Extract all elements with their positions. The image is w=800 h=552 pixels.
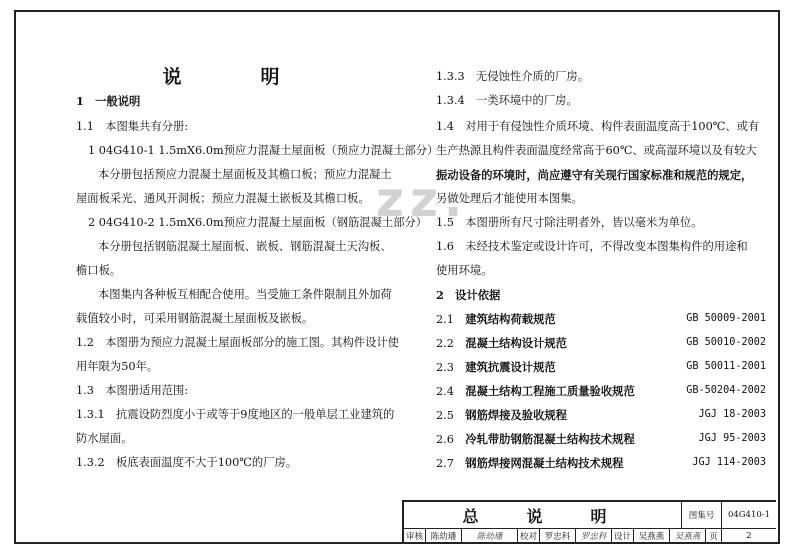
design-label: 设计 [612,529,634,542]
text-line: 使用环境。 [436,264,493,277]
text-line: 本图集内各种板互相配合使用。当受施工条件限制且外加荷 [98,288,392,301]
standard-code: JGJ 114-2003 [692,457,766,468]
text-line: 2 04G410-2 1.5mX6.0m预应力混凝土屋面板（钢筋混凝土部分） [88,216,428,229]
design-name: 吴燕燕 [634,529,670,542]
text-line: 檐口板。 [76,264,122,277]
standard-name: 钢筋焊接网混凝土结构技术规程 [465,456,624,470]
section-heading: 2 设计依据 [436,288,501,302]
text-line: 载值较小时，可采用钢筋混凝土屋面板及嵌板。 [76,312,314,325]
standard-number: 2.7 [436,457,454,470]
standard-row [436,384,766,399]
standard-name: 混凝土结构设计规范 [465,336,567,350]
standard-row [436,408,766,423]
standard-row [436,360,766,375]
standard-code: GB 50009-2001 [686,313,766,324]
text-line: 生产热源且构件表面温度经常高于60℃、或高湿环境以及有较大 [436,144,757,157]
watermark: zz. [376,172,469,228]
text-line: 1.2 本图册为预应力混凝土屋面板部分的施工图。其构件设计使 [76,336,399,349]
standard-name: 建筑抗震设计规范 [465,360,556,374]
standard-row [436,312,766,327]
drawing-frame [14,10,780,544]
review-label: 审核 [404,529,426,542]
standard-code: GB-50204-2002 [686,385,766,396]
standard-number: 2.5 [436,409,454,422]
title-block-top-row [404,502,776,529]
section-heading: 1 一般说明 [76,94,141,108]
atlas-number: 04G410-1 [727,510,771,520]
review-signature: 陈幼璠 [462,529,518,542]
text-line: 1.3.2 板底表面温度不大于100℃的厂房。 [76,456,298,469]
check-label: 校对 [518,529,540,542]
standard-row [436,336,766,351]
text-line: 1.4 对用于有侵蚀性介质环境、构件表面温度高于100℃、或有 [436,120,760,133]
standard-name: 混凝土结构工程施工质量验收规范 [465,384,635,398]
text-line: 防水屋面。 [76,432,133,445]
standard-row [436,456,766,471]
standard-number: 2.2 [436,337,454,350]
text-line: 1 04G410-1 1.5mX6.0m预应力混凝土屋面板（预应力混凝土部分） [88,144,439,157]
standard-number: 2.6 [436,433,454,446]
page-label: 页 [706,529,722,542]
text-line: 本分册包括预应力混凝土屋面板及其檐口板；预应力混凝土 [98,168,392,181]
text-line: 1.3 本图册适用范围: [76,384,189,397]
text-line: 另做处理后才能使用本图集。 [436,192,583,205]
text-line: 1.3.1 抗震设防烈度小于或等于9度地区的一般单层工业建筑的 [76,408,395,421]
text-line: 1.1 本图集共有分册: [76,120,189,133]
text-line: 1.5 本图册所有尺寸除注明者外，皆以毫米为单位。 [436,216,703,229]
standard-code: GB 50011-2001 [686,361,766,372]
standard-code: JGJ 95-2003 [698,433,766,444]
standard-number: 2.1 [436,313,454,326]
drawing-title: 总 说 明 [404,502,682,528]
text-line: 用年限为50年。 [76,360,159,373]
text-line: 本分册包括钢筋混凝土屋面板、嵌板、钢筋混凝土天沟板、 [98,240,392,253]
text-line: 1.3.4 一类环境中的厂房。 [436,94,578,107]
standard-row [436,432,766,447]
standard-name: 钢筋焊接及验收规程 [465,408,567,422]
standard-code: JGJ 18-2003 [698,409,766,420]
standard-number: 2.4 [436,385,454,398]
check-name: 罗忠科 [540,529,576,542]
review-name: 陈幼璠 [426,529,462,542]
text-line: 1.3.3 无侵蚀性介质的厂房。 [436,70,590,83]
title-block-bottom-row [404,529,776,542]
standard-name: 建筑结构荷载规范 [465,312,556,326]
standard-code: GB 50010-2002 [686,337,766,348]
title-block [402,500,776,542]
page-number: 2 [746,530,752,541]
standard-number: 2.3 [436,361,454,374]
text-line: 1.6 未经技术鉴定或设计许可，不得改变本图集构件的用途和 [436,240,748,253]
design-signature: 吴燕燕 [670,529,706,542]
text-line: 屋面板采光、通风开洞板；预应力混凝土嵌板及其檐口板。 [76,192,370,205]
page-title: 说 明 [162,66,310,88]
standard-name: 冷轧带肋钢筋混凝土结构技术规程 [465,432,635,446]
atlas-number-label: 图集号 [682,502,722,528]
text-line: 振动设备的环境时，尚应遵守有关现行国家标准和规范的规定， [436,168,753,182]
check-signature: 罗忠科 [576,529,612,542]
